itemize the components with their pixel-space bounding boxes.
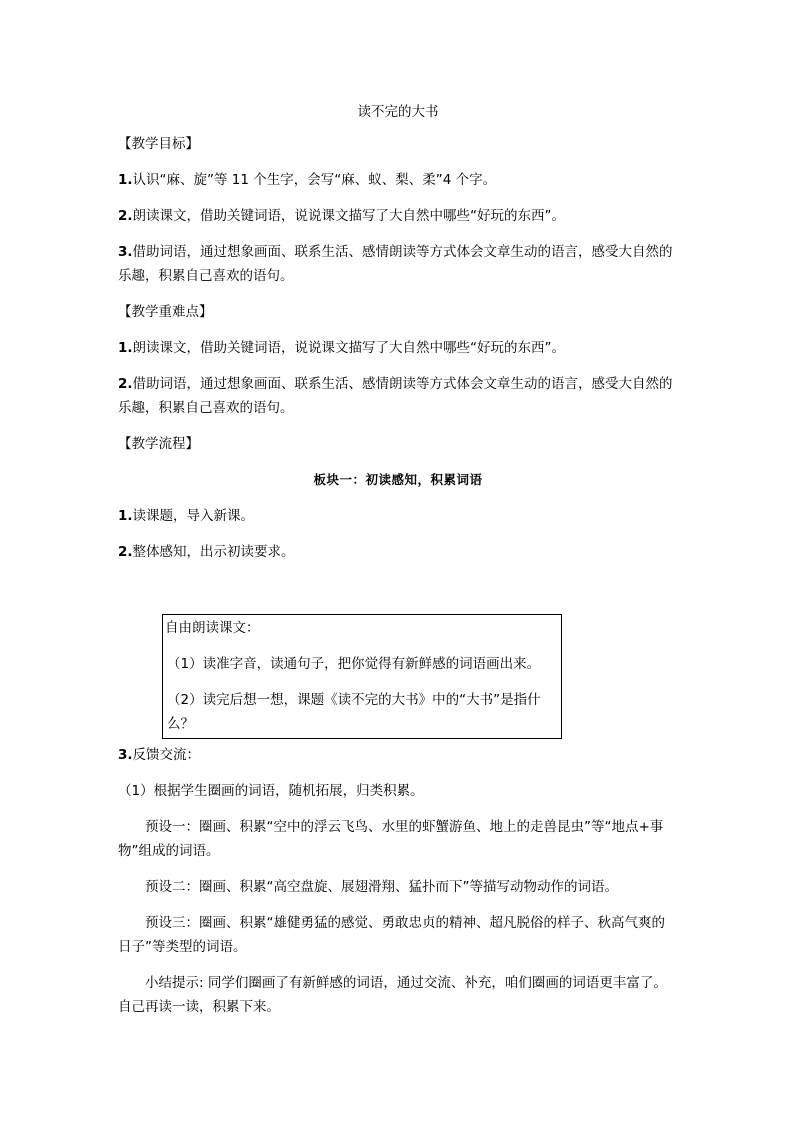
summary-tip: 小结提示: 同学们圈画了有新鲜感的词语，通过交流、补充，咱们圈画的词语更丰富了。自己再读一读，积累下来。 (118, 975, 667, 1015)
key-point-item-2-text: 借助词语，通过想象画面、联系生活、感情朗读等方式体会文章生动的语言，感受大自然的乐趣，积累自己喜欢的语句。 (118, 376, 673, 416)
preset-1: 预设一：圈画、积累“空中的浮云飞鸟、水里的虾蟹游鱼、地上的走兽昆虫”等“地点+事物”组成的词语。 (118, 819, 664, 859)
process-step-1-number: 1. (118, 508, 133, 524)
sub-step-1: （1）根据学生圈画的词语，随机拓展，归类积累。 (118, 783, 424, 799)
preset-2: 预设二：圈画、积累“高空盘旋、展翅滑翔、猛扑而下”等描写动物动作的词语。 (145, 879, 618, 895)
box-lead: 自由朗读课文： (165, 620, 260, 636)
key-point-item-1-number: 1. (118, 340, 133, 356)
document-title: 读不完的大书 (357, 104, 439, 120)
process-heading: 【教学流程】 (118, 436, 199, 452)
preset-3: 预设三：圈画、积累“雄健勇猛的感觉、勇敢忠贞的精神、超凡脱俗的样子、秋高气爽的日子”等类型的词语。 (118, 915, 665, 955)
goal-item-3-number: 3. (118, 244, 133, 260)
goal-item-2-text: 朗读课文，借助关键词语，说说课文描写了大自然中哪些“好玩的东西”。 (132, 208, 566, 224)
goal-item-3-text: 借助词语，通过想象画面、联系生活、感情朗读等方式体会文章生动的语言，感受大自然的乐趣，积累自己喜欢的语句。 (118, 244, 673, 284)
process-step-3-text: 反馈交流： (132, 747, 201, 763)
goal-item-1-number: 1. (118, 172, 133, 188)
key-point-item-2 (118, 372, 678, 420)
key-point-item-1 (118, 336, 678, 360)
block-title: 板块一：初读感知，积累词语 (313, 472, 483, 487)
process-step-1-text: 读课题，导入新课。 (132, 508, 255, 524)
document-page (118, 100, 678, 1031)
goal-item-1 (118, 168, 678, 192)
process-step-2-number: 2. (118, 544, 133, 560)
key-point-item-1-text: 朗读课文，借助关键词语，说说课文描写了大自然中哪些“好玩的东西”。 (132, 340, 566, 356)
key-points-heading: 【教学重难点】 (118, 304, 213, 320)
process-step-3-number: 3. (118, 747, 133, 763)
box-requirement-1: （1）读准字音，读通句子，把你觉得有新鲜感的词语画出来。 (167, 656, 541, 672)
process-step-3 (118, 743, 678, 767)
key-point-item-2-number: 2. (118, 376, 133, 392)
process-step-2 (118, 540, 678, 564)
goal-item-2 (118, 204, 678, 228)
goal-item-1-text: 认识“麻、旋”等 11 个生字，会写“麻、蚁、梨、柔”4 个字。 (132, 172, 497, 188)
spacer (118, 576, 678, 614)
reading-requirements-box (162, 614, 562, 739)
goal-item-2-number: 2. (118, 208, 133, 224)
box-requirement-2: （2）读完后想一想，课题《读不完的大书》中的“大书”是指什么？ (167, 692, 541, 732)
process-step-1 (118, 504, 678, 528)
goal-item-3 (118, 240, 678, 288)
process-step-2-text: 整体感知，出示初读要求。 (132, 544, 295, 560)
goals-heading: 【教学目标】 (118, 136, 199, 152)
